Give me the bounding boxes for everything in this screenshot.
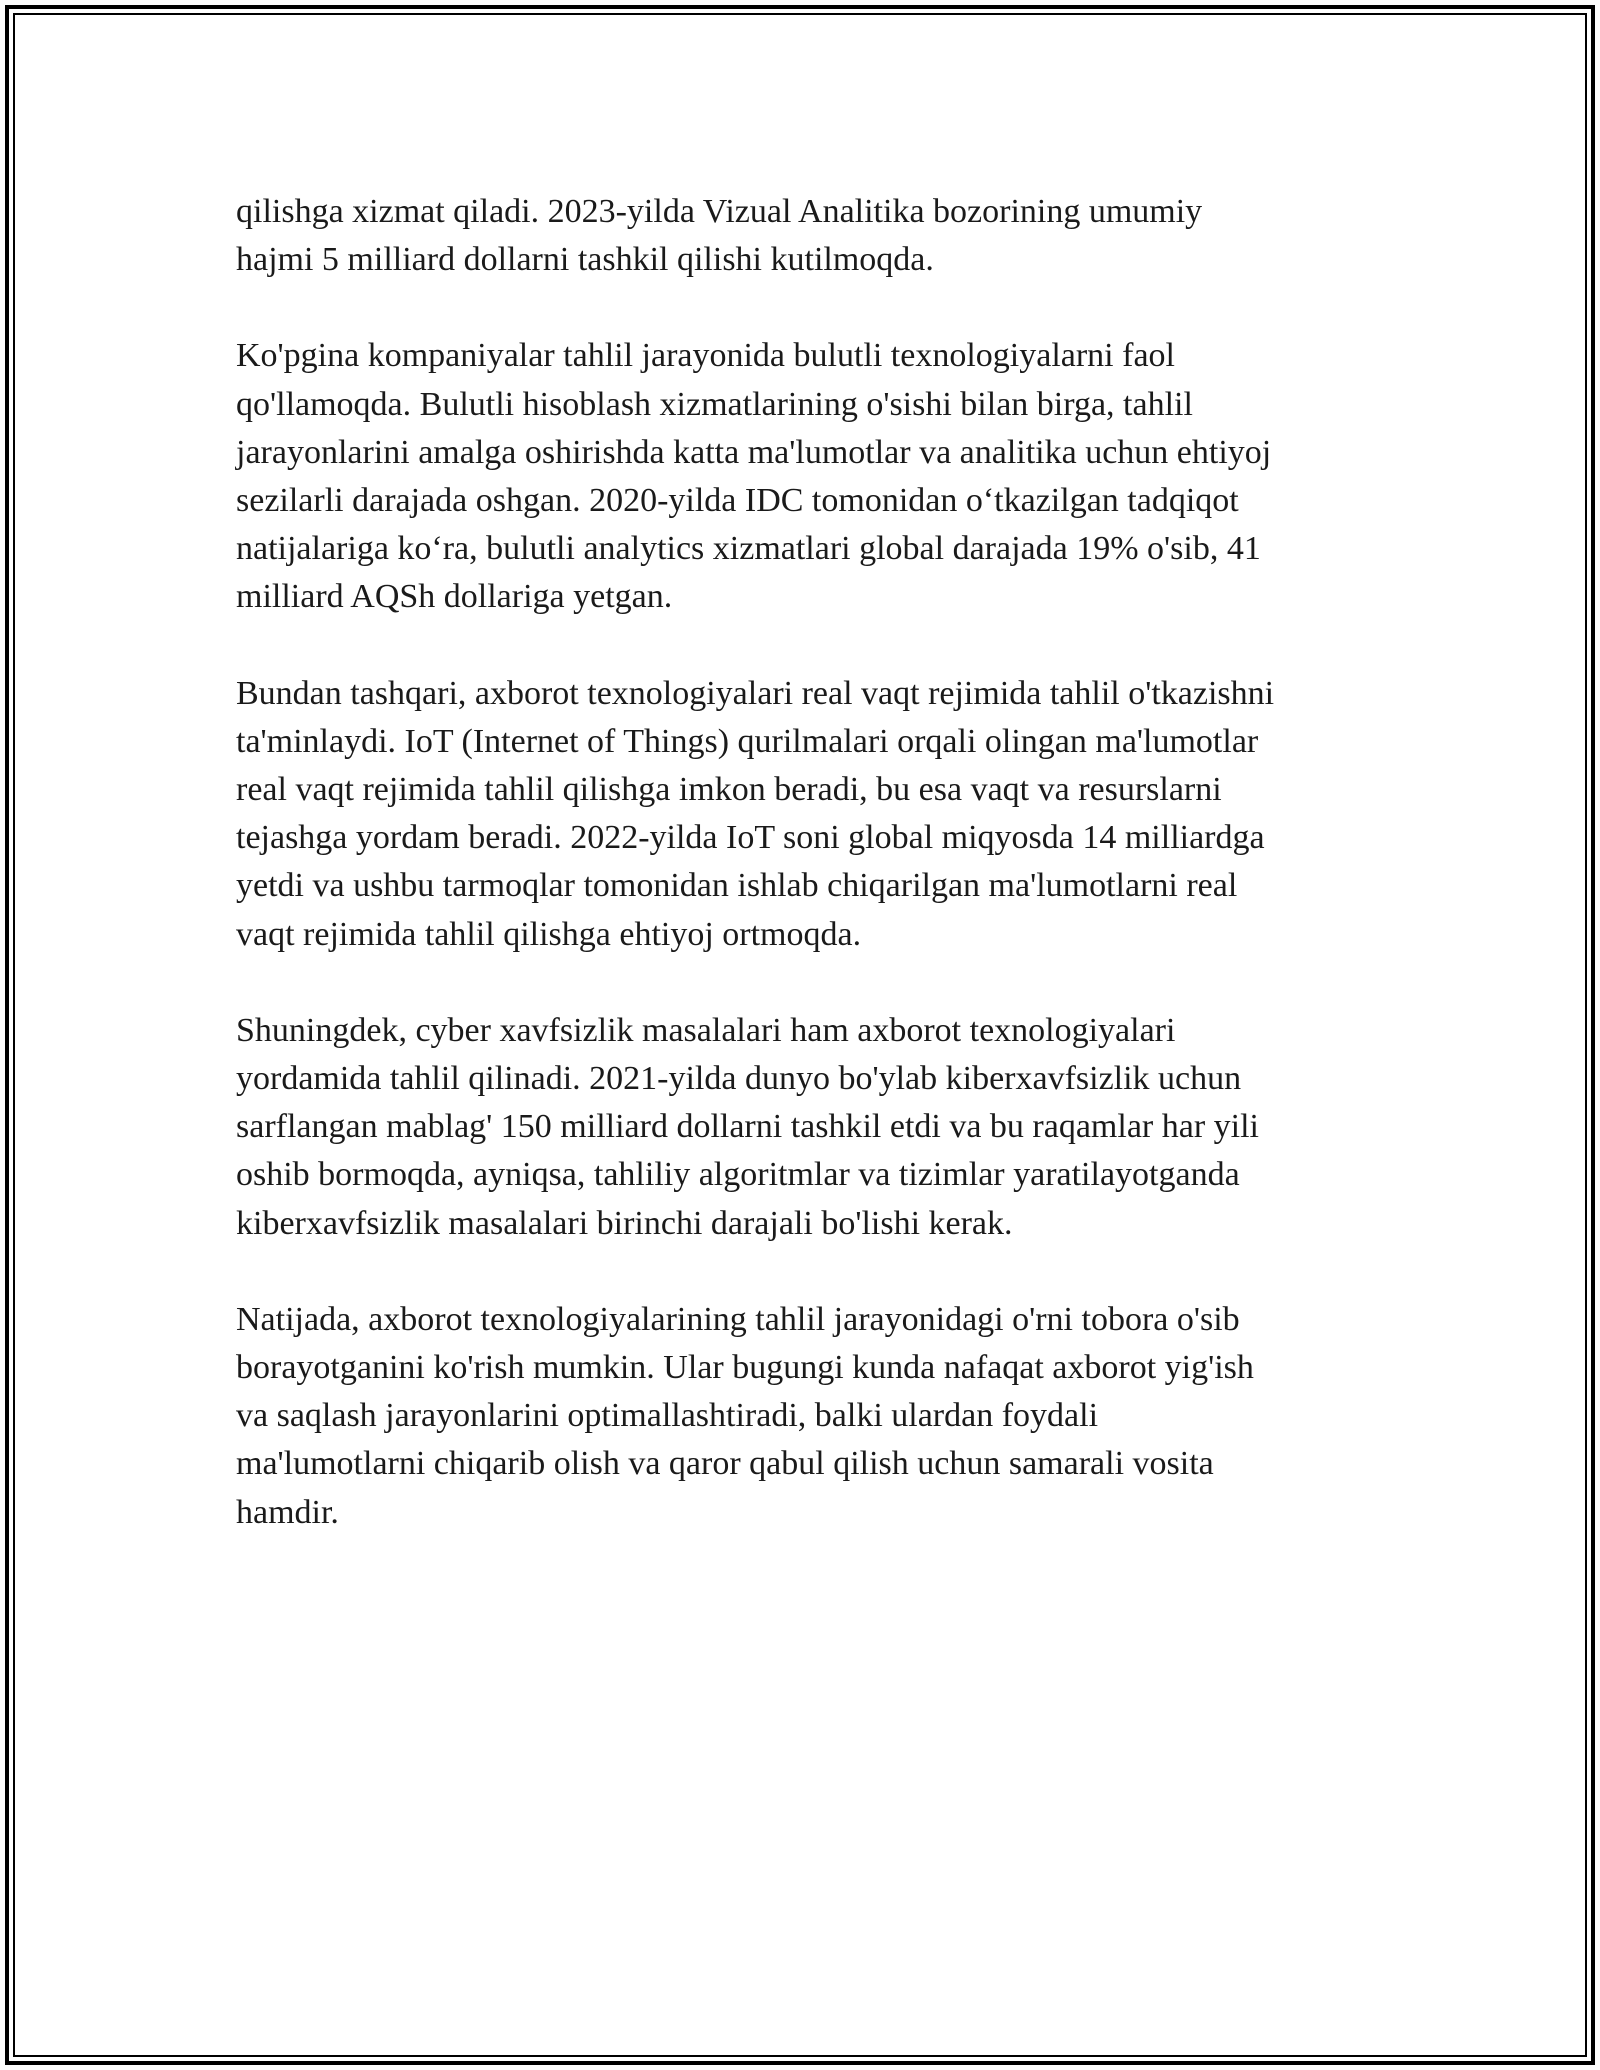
text-line: Bundan tashqari, axborot texnologiyalari real vaqt rejimida tahlil o'tkazishni [236, 674, 1275, 712]
paragraph-3 [236, 670, 1364, 959]
text-line: yetdi va ushbu tarmoqlar tomonidan ishlab chiqarilgan ma'lumotlarni real [236, 867, 1238, 905]
document-body [236, 188, 1364, 1585]
text-line: natijalariga ko‘ra, bulutli analytics xizmatlari global darajada 19% o'sib, 41 [236, 530, 1261, 568]
text-line: va saqlash jarayonlarini optimallashtiradi, balki ulardan foydali [236, 1397, 1099, 1435]
text-line: ta'minlaydi. IoT (Internet of Things) qurilmalari orqali olingan ma'lumotlar [236, 722, 1259, 760]
paragraph-4 [236, 1007, 1364, 1248]
text-line: jarayonlarini amalga oshirishda katta ma'lumotlar va analitika uchun ehtiyoj [236, 433, 1272, 471]
text-line: Ko'pgina kompaniyalar tahlil jarayonida bulutli texnologiyalarni faol [236, 337, 1175, 375]
text-line: Shuningdek, cyber xavfsizlik masalalari ham axborot texnologiyalari [236, 1011, 1176, 1049]
text-line: borayotganini ko'rish mumkin. Ular bugungi kunda nafaqat axborot yig'ish [236, 1349, 1254, 1387]
text-line: sezilarli darajada oshgan. 2020-yilda IDC tomonidan o‘tkazilgan tadqiqot [236, 482, 1239, 520]
text-line: hajmi 5 milliard dollarni tashkil qilishi kutilmoqda. [236, 241, 934, 279]
paragraph-1 [236, 188, 1364, 284]
text-line: yordamida tahlil qilinadi. 2021-yilda dunyo bo'ylab kiberxavfsizlik uchun [236, 1060, 1242, 1098]
paragraph-5 [236, 1296, 1364, 1537]
text-line: qo'llamoqda. Bulutli hisoblash xizmatlarining o'sishi bilan birga, tahlil [236, 385, 1193, 423]
text-line: Natijada, axborot texnologiyalarining tahlil jarayonidagi o'rni tobora o'sib [236, 1300, 1240, 1338]
text-line: kiberxavfsizlik masalalari birinchi darajali bo'lishi kerak. [236, 1204, 1013, 1242]
text-line: sarflangan mablag' 150 milliard dollarni tashkil etdi va bu raqamlar har yili [236, 1108, 1259, 1146]
text-line: qilishga xizmat qiladi. 2023-yilda Vizual Analitika bozorining umumiy [236, 193, 1203, 230]
text-line: vaqt rejimida tahlil qilishga ehtiyoj ortmoqda. [236, 915, 862, 953]
paragraph-2 [236, 332, 1364, 621]
text-line: milliard AQSh dollariga yetgan. [236, 578, 673, 616]
text-line: real vaqt rejimida tahlil qilishga imkon beradi, bu esa vaqt va resurslarni [236, 771, 1222, 809]
text-line: oshib bormoqda, ayniqsa, tahliliy algoritmlar va tizimlar yaratilayotganda [236, 1156, 1240, 1194]
text-line: tejashga yordam beradi. 2022-yilda IoT soni global miqyosda 14 milliardga [236, 819, 1265, 857]
text-line: hamdir. [236, 1493, 339, 1531]
text-line: ma'lumotlarni chiqarib olish va qaror qabul qilish uchun samarali vosita [236, 1445, 1214, 1483]
